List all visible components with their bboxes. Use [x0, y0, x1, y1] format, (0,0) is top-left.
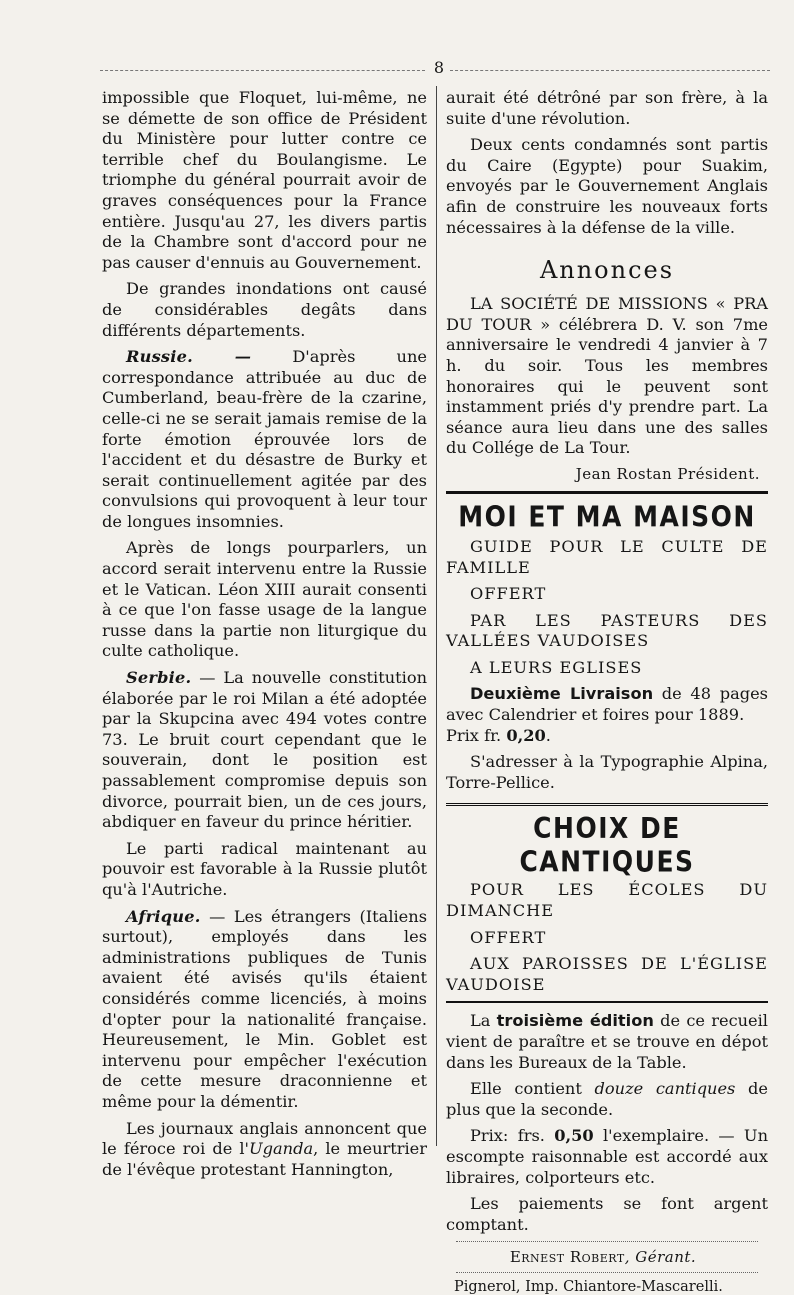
ad2-rule	[446, 1001, 768, 1003]
ad2-prix-value: 0,50	[554, 1126, 594, 1146]
article-ouganda	[102, 1119, 427, 1181]
left-column	[102, 88, 427, 1186]
article-ouganda-continuation: aurait été détrôné par son frère, à la suite d'une révolution.	[446, 88, 768, 128]
afrique-text: — Les étrangers (Italiens surtout), employés dans les administrations publiques de Tunis avaient été avisés qu'ils étaient considérés comme licenciés, à moins d'opter pour la nationalité française. Heureusement, le Min. Goblet est intervenu pour empêcher l'exécution de cette mesure draconnienne et même pour la démentir.	[102, 906, 427, 1111]
annonces-heading: Annonces	[539, 256, 675, 285]
ad2-subtitle-3: AUX PAROISSES DE L'ÉGLISE VAUDOISE	[446, 954, 768, 994]
ad1-subtitle-3: PAR LES PASTEURS DES VALLÉES VAUDOISES	[446, 610, 768, 651]
section-rule-double	[446, 803, 768, 806]
page-header	[100, 58, 770, 78]
signature-president: Jean Rostan Président.	[575, 464, 760, 483]
imprint-line: Pignerol, Imp. Chiantore-Mascarelli.	[454, 1279, 723, 1295]
annonce-societe-missions: LA SOCIÉTÉ DE MISSIONS « PRA DU TOUR » célébrera D. V. son 7me anniversaire le vendredi 4 janvier à 7 h. du soir. Tous les membres honoraires qui le peuvent sont instamment priés d'y prendre part. La séance aura lieu dans une des salles du Collége de La Tour.	[446, 294, 768, 458]
ad2-paiements: Les paiements se font argent comptant.	[446, 1194, 768, 1234]
ad1-prix-value: 0,20	[506, 725, 546, 745]
ouganda-text-1: Les journaux anglais annoncent que le féroce roi de l'	[102, 1118, 427, 1159]
ad2-subtitle-1: POUR LES ÉCOLES DU DIMANCHE	[446, 880, 768, 921]
ad1-prix	[446, 726, 768, 747]
ad1-livraison-text: de 48 pages avec Calendrier et foires pour 1889.	[446, 684, 768, 725]
ad2-edition-end: de ce recueil vient de paraître et se trouve en dépot dans les Bureaux de la Table.	[446, 1011, 768, 1072]
header-rule-right	[450, 70, 770, 71]
section-rule	[446, 491, 768, 494]
page-number: 8	[433, 58, 445, 77]
article-afrique	[102, 907, 427, 1113]
ad2-edition-start: La	[470, 1011, 497, 1031]
ad1-prix-end: .	[545, 725, 551, 745]
ad2-subtitle-2: OFFERT	[470, 927, 547, 947]
russie-text: D'après une correspondance attribuée au duc de Cumberland, beau-frère de la czarine, celle-ci ne se serait jamais remise de la forte émotion éprouvée lors de l'accident et du désastre de Burky et serait continuellement agitée par des convulsions qui provoquent à leur tour de longues insomnies.	[102, 347, 427, 531]
article-parti-radical: Le parti radical maintenant au pouvoir est favorable à la Russie plutôt qu'à l'Autriche.	[102, 838, 427, 899]
ad2-contenu-start: Elle contient	[470, 1079, 595, 1099]
ad2-prix-end: l'exemplaire. — Un escompte raisonnable est accordé aux libraires, colporteurs etc.	[446, 1126, 768, 1187]
ad2-prix-start: Prix: frs.	[470, 1126, 555, 1146]
ad2-edition-bold: troisième édition	[496, 1011, 654, 1031]
ad-choix-de-cantiques-title: CHOIX DE CANTIQUES	[519, 812, 695, 879]
ad1-livraison-bold: Deuxième Livraison	[470, 684, 654, 704]
ad-moi-et-ma-maison-title: MOI ET MA MAISON	[458, 499, 756, 534]
ad2-contenu	[446, 1079, 768, 1120]
ad1-prix-label: Prix fr.	[446, 725, 507, 745]
afrique-lead: Afrique.	[126, 906, 201, 926]
ad2-contenu-end: de plus que la seconde.	[446, 1079, 768, 1119]
dotted-rule	[456, 1241, 758, 1242]
ad1-livraison	[446, 684, 768, 725]
ad2-contenu-em: douze cantiques	[594, 1079, 736, 1099]
gerant-title: , Gérant.	[624, 1248, 697, 1267]
ad1-subtitle-2: OFFERT	[470, 584, 547, 604]
serbie-lead: Serbie.	[126, 668, 192, 688]
ad2-edition	[446, 1011, 768, 1073]
article-vatican: Après de longs pourparlers, un accord serait intervenu entre la Russie et le Vatican. Léon XIII aurait consenti à ce que l'on fasse usage de la langue russe dans la partie non liturgique du culte catholique.	[102, 538, 427, 661]
ad2-prix	[446, 1126, 768, 1188]
serbie-text: — La nouvelle constitution élaborée par le roi Milan a été adoptée par la Skupcina avec 494 votes contre 73. Le bruit court cependant que le souverain, dont le position est passablement compromise depuis son divorce, pourrait bien, un de ces jours, abdiquer en faveur du prince héritier.	[102, 668, 427, 832]
article-suakim: Deux cents condamnés sont partis du Caire (Egypte) pour Suakim, envoyés par le Gouvernement Anglais afin de construire les nouveaux forts nécessaires à la défense de la ville.	[446, 135, 768, 237]
gerant-name: Ernest Robert	[509, 1248, 625, 1267]
ad1-adresse: S'adresser à la Typographie Alpina, Torre-Pellice.	[446, 752, 768, 792]
right-column	[446, 88, 768, 1295]
article-inondations: De grandes inondations ont causé de considérables degâts dans différents départements.	[102, 279, 427, 340]
article-russie	[102, 347, 427, 532]
header-rule-left	[100, 70, 425, 71]
russie-lead: Russie. —	[126, 347, 252, 367]
article-serbie	[102, 668, 427, 833]
ad1-subtitle-4: A LEURS EGLISES	[470, 657, 643, 677]
gerant-signature	[446, 1248, 760, 1266]
ouganda-name: Uganda	[249, 1139, 314, 1159]
article-continuation: impossible que Floquet, lui-même, ne se démette de son office de Président du Ministère pour lutter contre ce terrible chef du Boulangisme. Le triomphe du général pourrait avoir de graves conséquences pour la France entière. Jusqu'au 27, les divers partis de la Chambre sont d'accord pour ne pas causer d'ennuis au Gouvernement.	[102, 88, 427, 272]
ad1-subtitle-1: GUIDE POUR LE CULTE DE FAMILLE	[446, 536, 768, 577]
column-divider	[436, 86, 437, 1146]
dotted-rule-2	[456, 1272, 758, 1273]
ouganda-text-2: , le meurtrier de l'évêque protestant Hannington,	[102, 1139, 427, 1179]
